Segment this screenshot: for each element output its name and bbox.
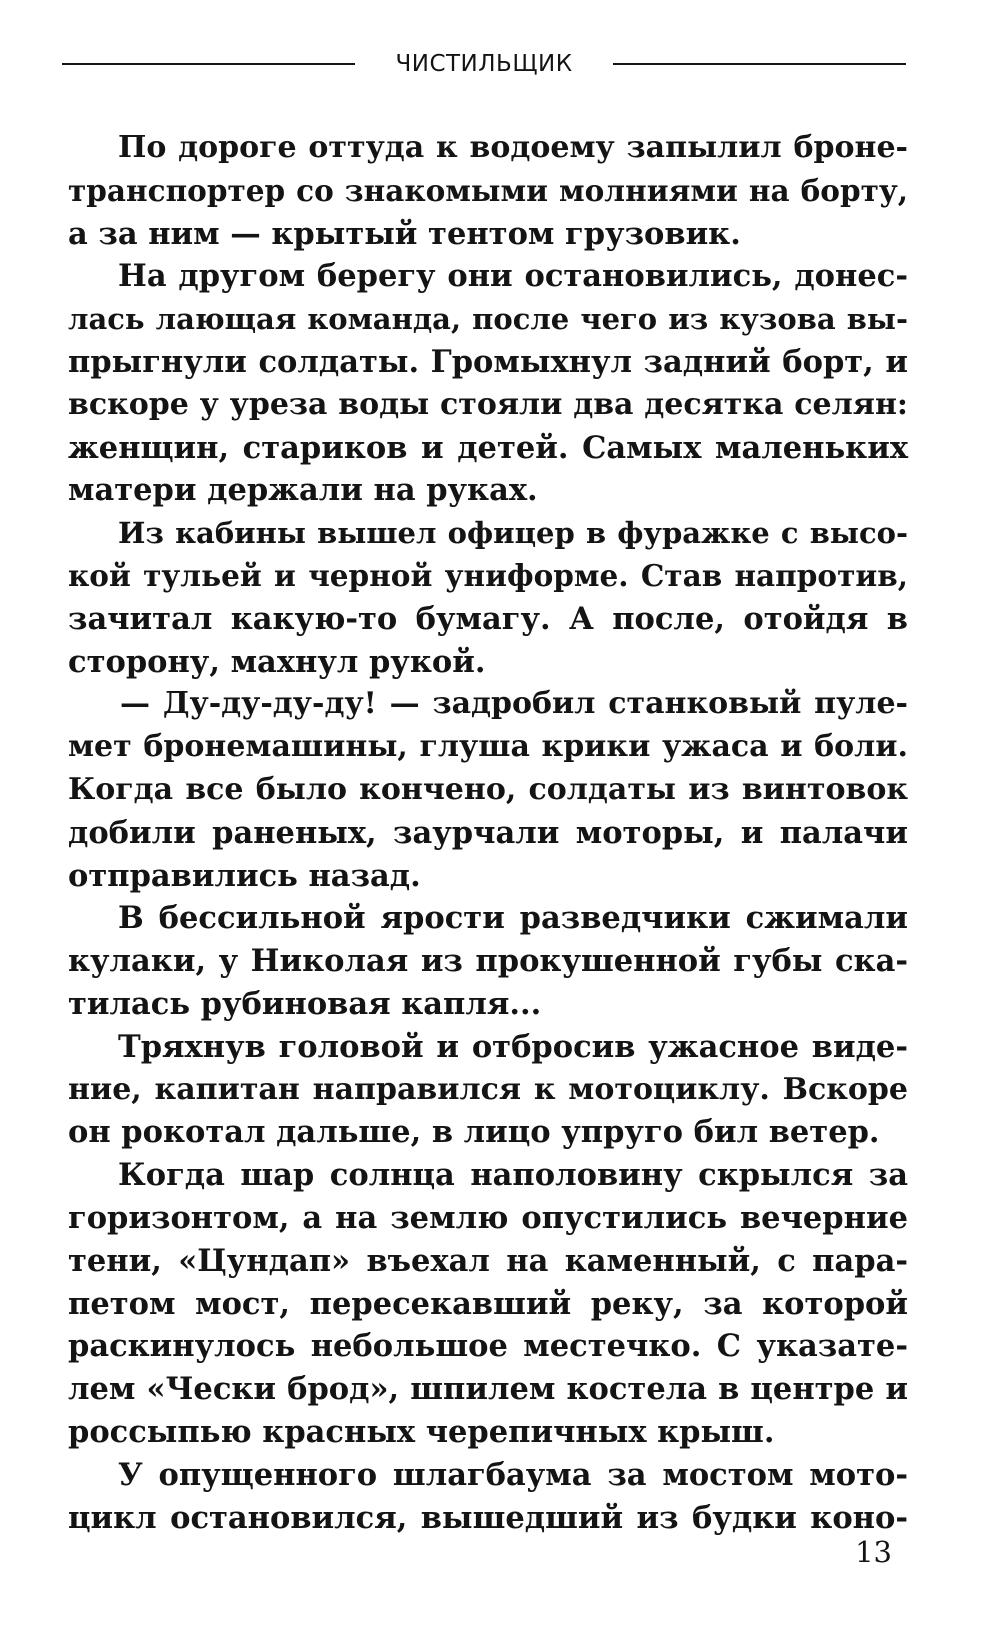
- running-head-title: ЧИСТИЛЬЩИК: [395, 51, 573, 77]
- text-line: лась лающая команда, после чего из кузова вы-: [68, 302, 908, 337]
- body-text: [68, 127, 908, 1539]
- text-line: женщин, стариков и детей. Самых маленьких: [68, 429, 908, 466]
- running-head: [62, 46, 906, 82]
- text-line: По дороге оттуда к водоему запылил броне-: [118, 130, 908, 165]
- text-line: он рокотал дальше, в лицо упруго бил ветер.: [68, 1114, 880, 1151]
- text-line: транспортер со знакомыми молниями на борту,: [68, 172, 908, 208]
- text-line: вскоре у уреза воды стояли два десятка селян:: [68, 386, 908, 422]
- text-line: горизонтом, а на землю опустились вечерние: [68, 1199, 908, 1236]
- text-line: лем «Чески брод», шпилем костела в центре и: [68, 1371, 908, 1408]
- text-line: отправились назад.: [68, 857, 421, 894]
- text-line: мет бронемашины, глуша крики ужаса и боли.: [68, 729, 908, 765]
- text-line: — Ду-ду-ду-ду! — задробил станковый пуле-: [120, 686, 908, 722]
- text-line: тени, «Цундап» въехал на каменный, с пара-: [68, 1242, 908, 1279]
- text-line: а за ним — крытый тентом грузовик.: [68, 215, 741, 252]
- text-line: Когда все было кончено, солдаты из винтовок: [68, 771, 908, 807]
- text-line: зачитал какую-то бумагу. А после, отойдя в: [68, 600, 908, 637]
- text-line: россыпью красных черепичных крыш.: [68, 1413, 775, 1450]
- text-line: В бессильной ярости разведчики сжимали: [118, 900, 908, 937]
- page-number: 13: [855, 1535, 892, 1569]
- text-line: матери держали на руках.: [68, 472, 538, 509]
- running-head-rule-right: [613, 63, 906, 65]
- text-line: Из кабины вышел офицер в фуражке с высо-: [118, 516, 908, 551]
- text-line: добили раненых, заурчали моторы, и палачи: [68, 814, 908, 851]
- text-line: Когда шар солнца наполовину скрылся за: [118, 1157, 908, 1194]
- text-line: раскинулось небольшое местечко. С указате-: [68, 1328, 908, 1365]
- text-line: Тряхнув головой и отбросив ужасное виде-: [118, 1028, 908, 1065]
- text-line: прыгнули солдаты. Громыхнул задний борт, и: [68, 343, 908, 380]
- running-head-rule-left: [62, 63, 355, 65]
- text-line: На другом берегу они остановились, донес-: [118, 258, 908, 295]
- text-line: кой тульей и черной униформе. Став напротив,: [68, 557, 908, 593]
- text-line: тилась рубиновая капля...: [68, 985, 542, 1022]
- text-line: цикл остановился, вышедший из будки коно-: [68, 1499, 908, 1536]
- text-line: сторону, махнул рукой.: [68, 643, 486, 680]
- text-line: кулаки, у Николая из прокушенной губы ска-: [68, 943, 908, 980]
- text-line: ние, капитан направился к мотоциклу. Вскоре: [68, 1071, 908, 1107]
- text-line: У опущенного шлагбаума за мостом мото-: [118, 1456, 908, 1493]
- text-line: петом мост, пересекавший реку, за которой: [68, 1285, 908, 1322]
